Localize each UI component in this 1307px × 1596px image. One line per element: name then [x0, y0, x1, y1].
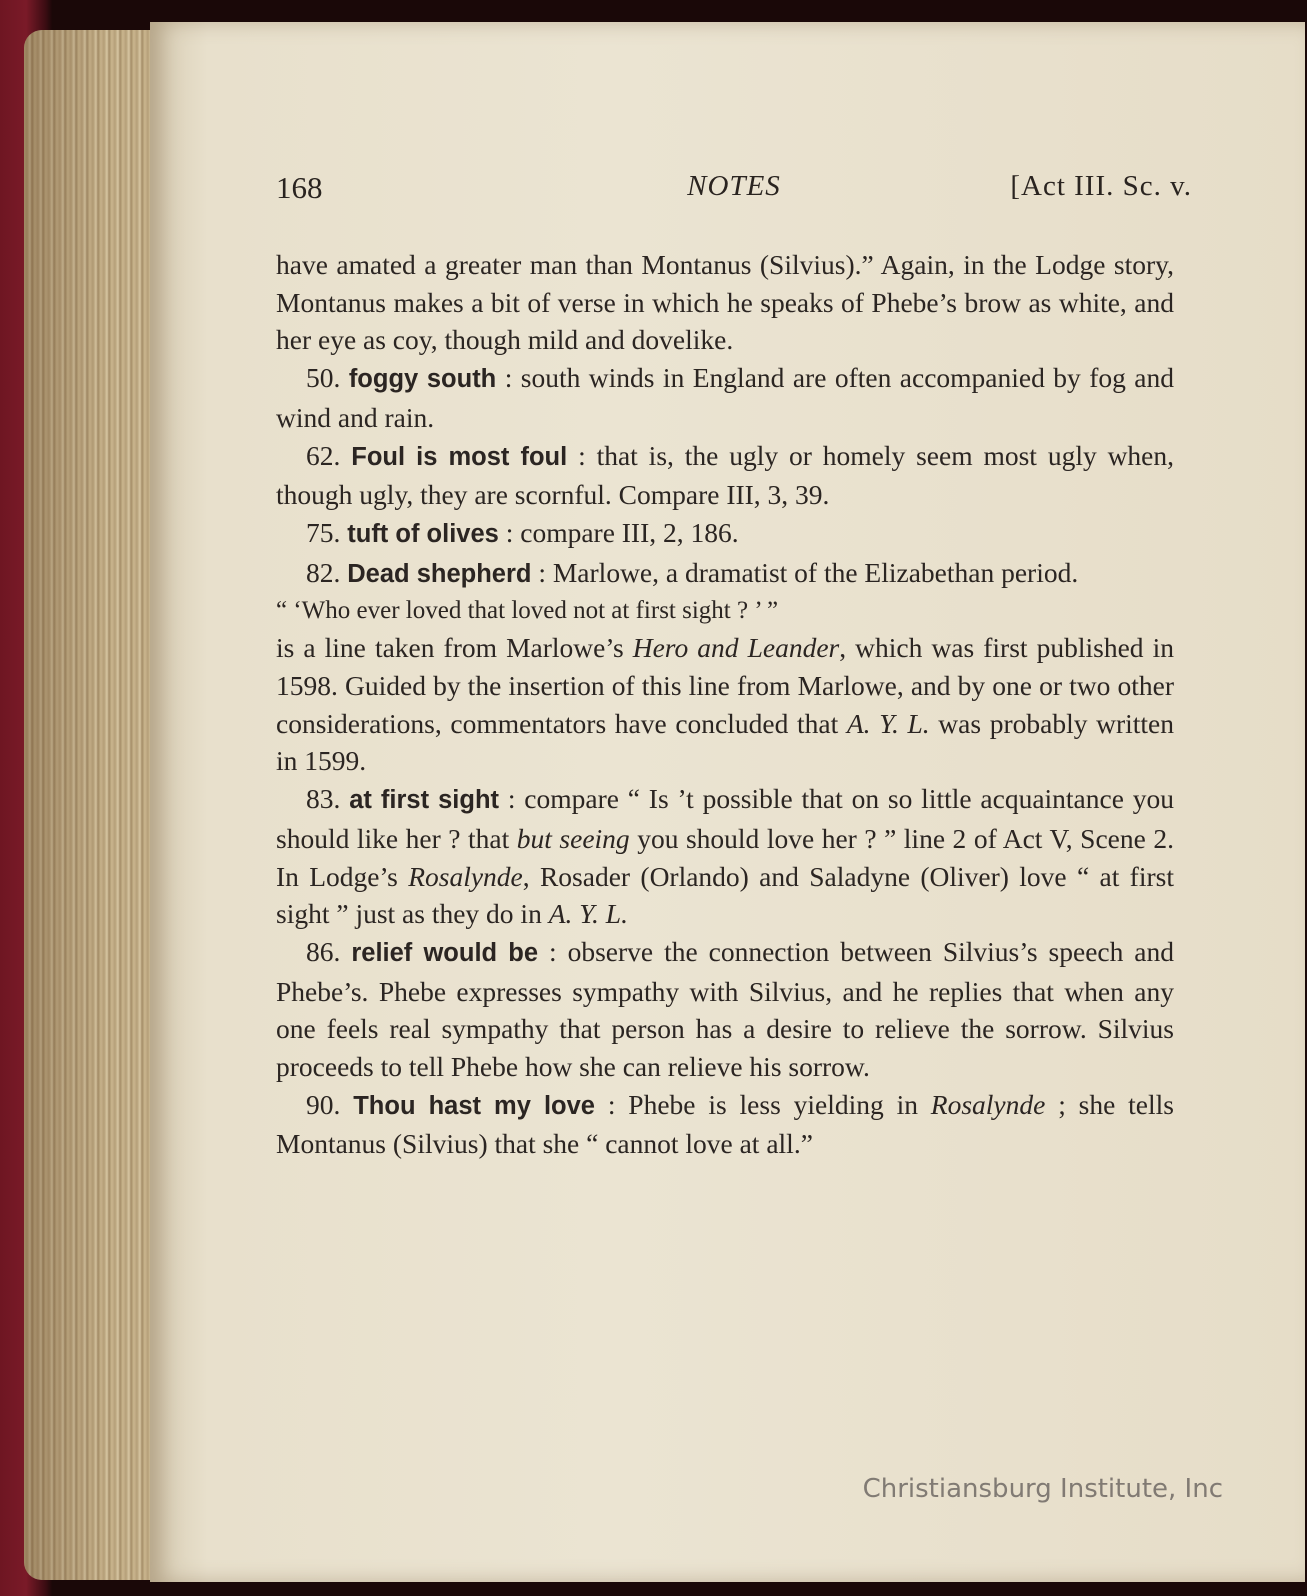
italic-title: Rosalynde — [930, 1088, 1046, 1120]
note-text: : compare III, 2, 186. — [498, 516, 739, 548]
note-number: 86. — [306, 935, 341, 967]
note-lemma: tuft of olives — [347, 519, 499, 548]
note-lemma: relief would be — [351, 938, 539, 967]
text-run: is a line taken from Marlowe’s — [276, 632, 633, 664]
watermark: Christiansburg Institute, Inc — [862, 1474, 1223, 1504]
notes-text — [276, 246, 1174, 1163]
note-lemma: at first sight — [349, 786, 500, 815]
text-run: : compare “ Is ’t possible that on so little acquaintance you should like her ? that — [276, 783, 1174, 854]
note-86 — [276, 933, 1174, 1086]
text-run: , which was first published in 1598. Guided by the insertion of this line from Marlowe, and by one or two other considerations, commentators have concluded that — [276, 632, 1174, 739]
paragraph-marlowe — [276, 629, 1174, 780]
note-text: : observe the connection between Silvius’s speech and Phebe’s. Phebe expresses sympathy with Silvius, and he replies that when any one feels real sympathy that person has a desire to relieve the sorrow. Silvius proceeds to tell Phebe how she can relieve his sorrow. — [276, 935, 1175, 1083]
note-62 — [276, 437, 1174, 514]
text-run: : Phebe is less yielding in — [594, 1088, 931, 1120]
italic-title: Hero and Leander — [632, 632, 840, 664]
quoted-line: “ ‘Who ever loved that loved not at first sight ? ’ ” — [276, 597, 779, 625]
running-title: NOTES — [687, 170, 781, 202]
text-run: you should love her ? ” line 2 of Act V, Scene 2. In Lodge’s — [276, 822, 1174, 892]
italic-phrase: but seeing — [516, 822, 630, 854]
note-number: 90. — [306, 1088, 341, 1120]
note-text: : Marlowe, a dramatist of the Elizabethan period. — [531, 556, 1079, 588]
note-text: : south winds in England are often accompanied by fog and wind and rain. — [276, 362, 1175, 433]
italic-title: Rosalynde — [408, 860, 523, 892]
note-82 — [276, 554, 1174, 594]
text-run: ; she tells Montanus (Silvius) that she “ cannot love at all.” — [276, 1088, 1174, 1160]
text-run: was probably written in 1599. — [276, 707, 1174, 777]
note-number: 83. — [306, 783, 341, 815]
note-text: : that is, the ugly or homely seem most ugly when, though ugly, they are scornful. Compare III, 3, 39. — [276, 439, 1175, 511]
page-number: 168 — [276, 170, 323, 205]
note-number: 75. — [306, 516, 341, 548]
note-lemma: Thou hast my love — [353, 1091, 595, 1120]
note-lemma: foggy south — [348, 365, 497, 394]
page-header — [276, 170, 1192, 210]
note-90 — [276, 1086, 1174, 1163]
note-50 — [276, 359, 1174, 436]
note-number: 50. — [306, 362, 341, 394]
text-run: , Rosader (Orlando) and Saladyne (Oliver) love “ at first sight ” just as they do in — [276, 860, 1174, 930]
note-lemma: Foul is most foul — [351, 442, 568, 471]
note-number: 62. — [306, 439, 341, 471]
italic-abbrev: A. Y. L. — [548, 898, 628, 930]
section-reference: [Act III. Sc. v. — [1010, 170, 1192, 202]
paragraph-continuation: have amated a greater man than Montanus (Silvius).” Again, in the Lodge story, Montanus makes a bit of verse in which he speaks of Phebe’s brow as white, and her eye as coy, though mild and dovelike. — [276, 249, 1174, 356]
italic-abbrev: A. Y. L. — [846, 707, 930, 739]
note-75 — [276, 514, 1174, 554]
note-83 — [276, 780, 1174, 933]
note-lemma: Dead shepherd — [347, 559, 532, 588]
note-number: 82. — [306, 556, 341, 588]
page-edges — [24, 30, 164, 1580]
